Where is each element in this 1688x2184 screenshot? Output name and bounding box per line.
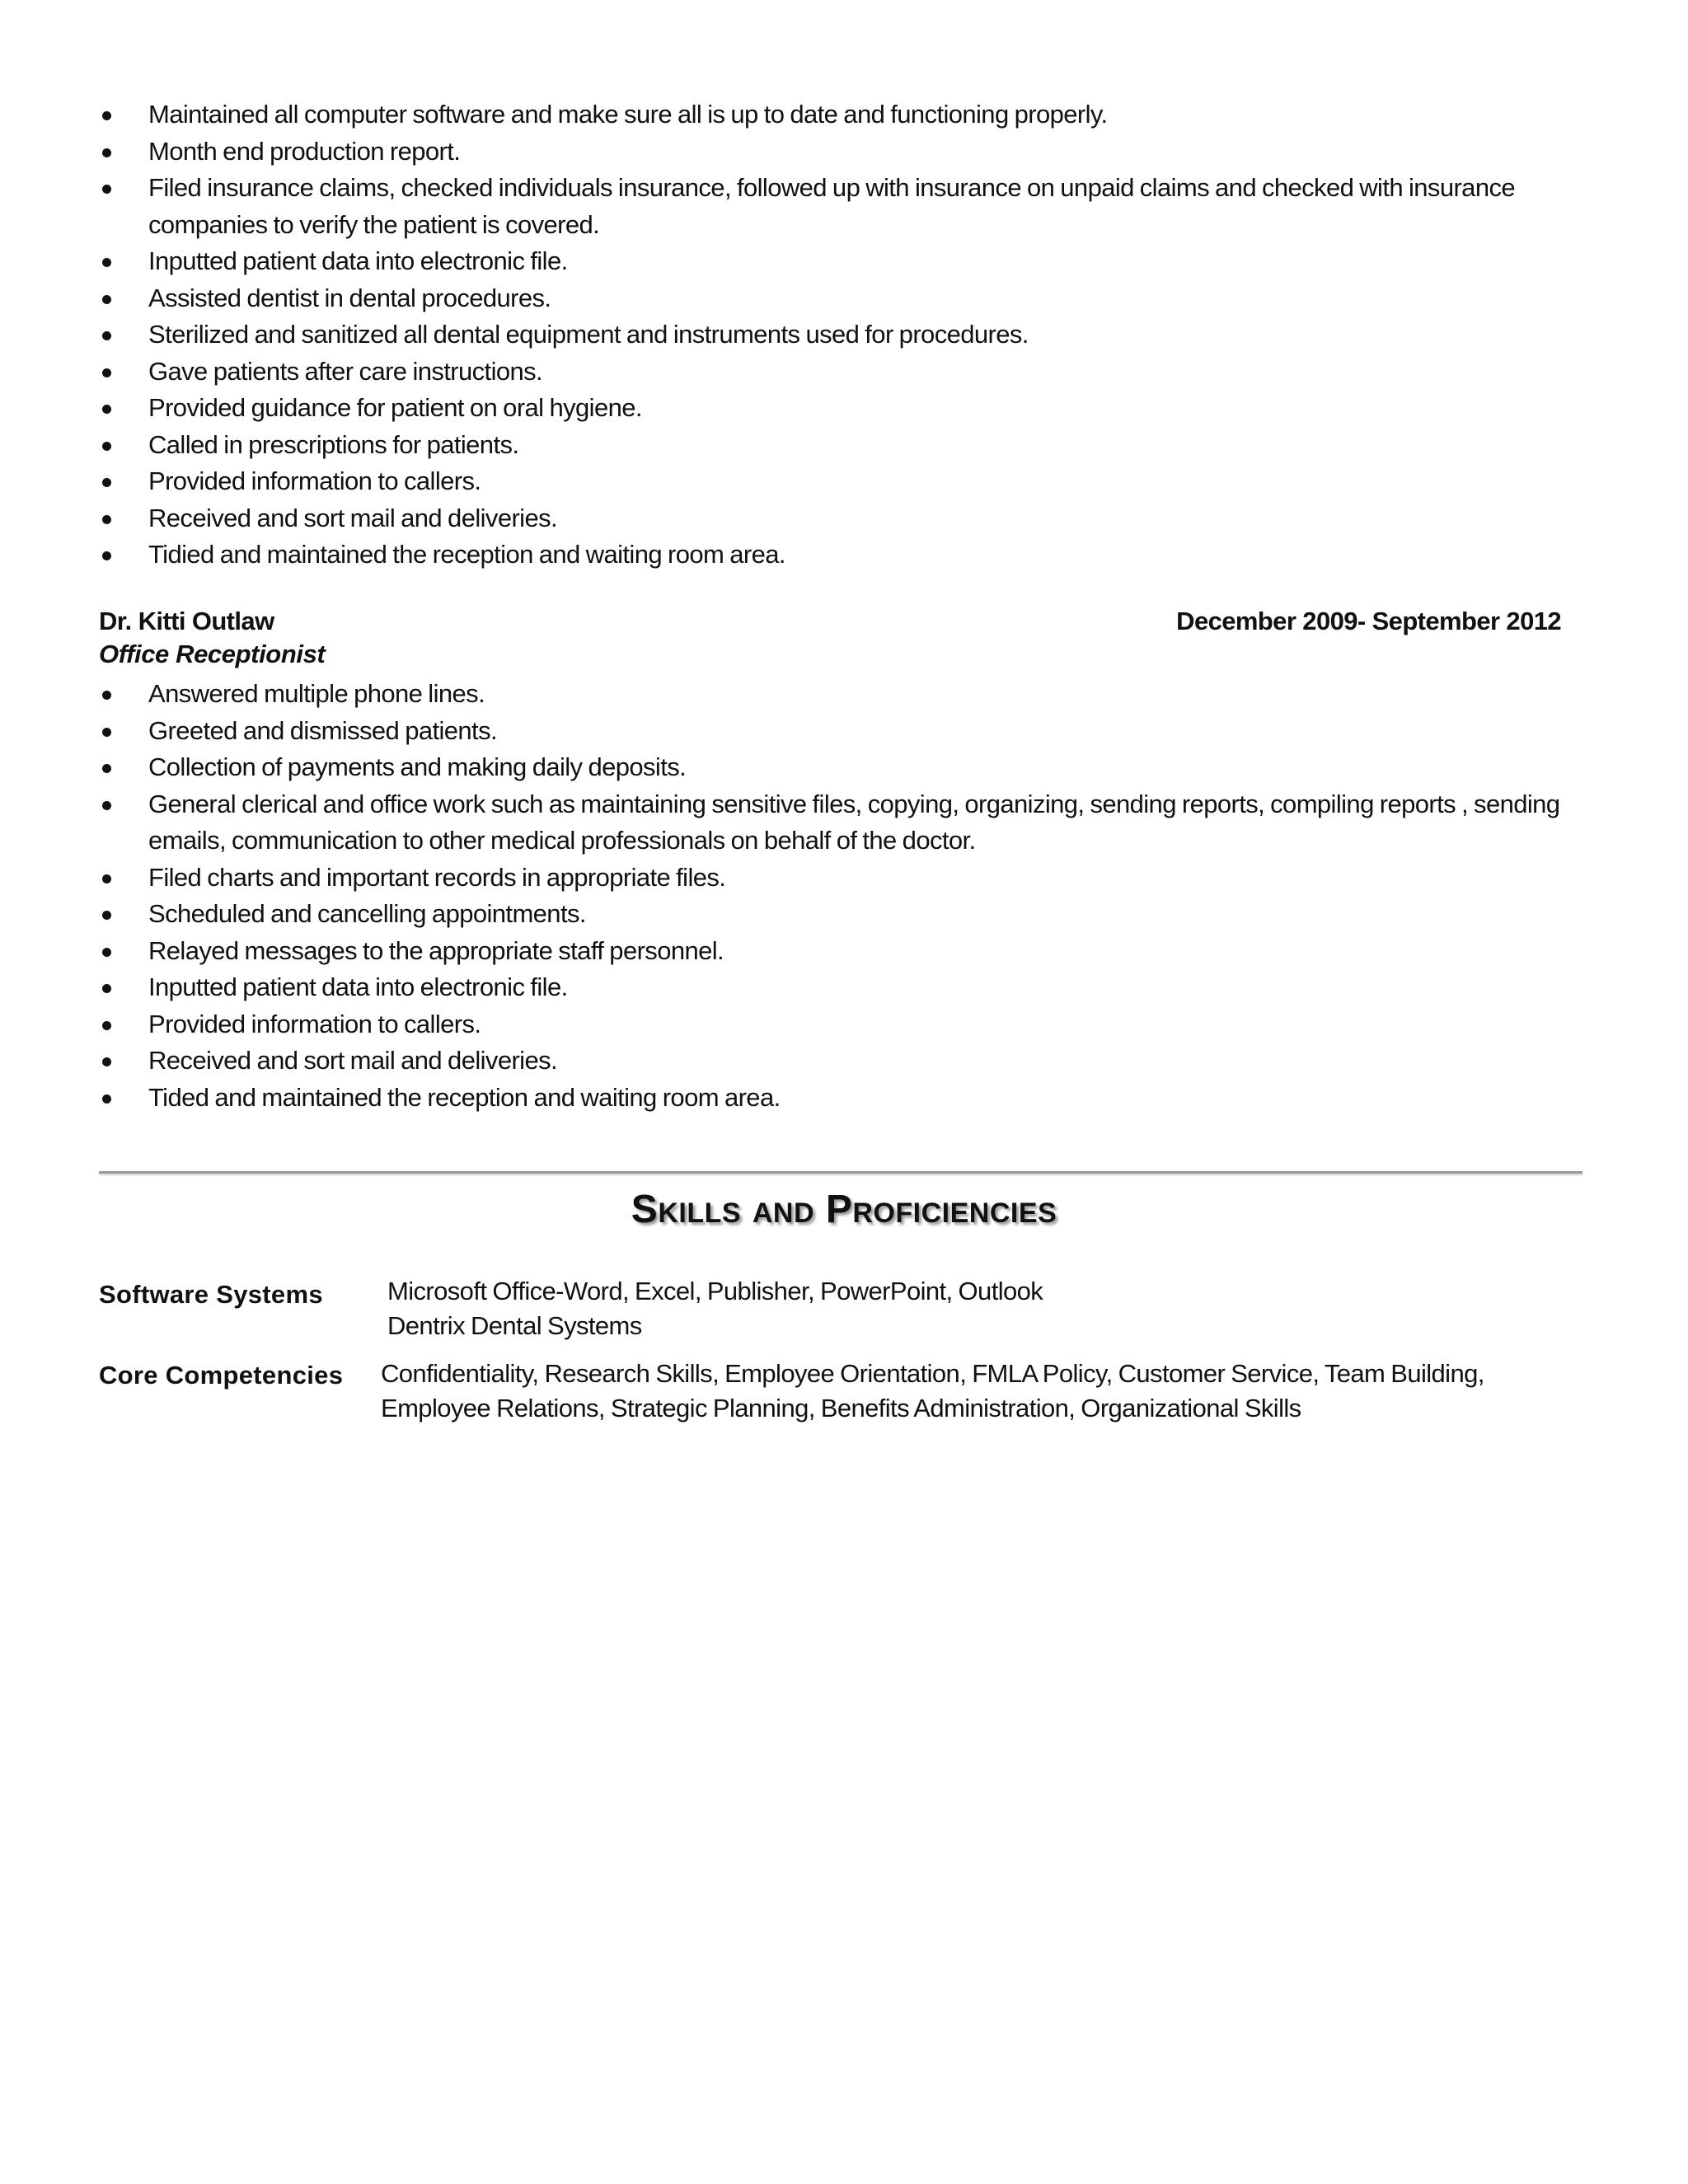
bullet-icon	[102, 984, 111, 993]
list-item	[99, 933, 1574, 970]
duty-text: Filed insurance claims, checked individuals insurance, followed up with insurance on unpaid claims and checked with insurance companies to verify the patient is covered.	[148, 173, 1516, 239]
software-line: Dentrix Dental Systems	[387, 1311, 642, 1340]
bullet-icon	[102, 1094, 111, 1104]
duty-text: Relayed messages to the appropriate staff personnel.	[148, 935, 724, 965]
bullet-icon	[102, 948, 111, 957]
list-item	[99, 676, 1574, 713]
duty-text: Filed charts and important records in appropriate files.	[148, 862, 726, 892]
duty-text: Inputted patient data into electronic file.	[148, 246, 568, 275]
list-item	[99, 280, 1574, 317]
duty-text: Sterilized and sanitized all dental equipment and instruments used for procedures.	[148, 320, 1029, 349]
duty-text: Received and sort mail and deliveries.	[148, 503, 558, 532]
software-line: Microsoft Office-Word, Excel, Publisher, PowerPoint, Outlook	[387, 1277, 1043, 1305]
competency-line: Employee Relations, Strategic Planning, Benefits Administration, Organizational Skills	[381, 1394, 1301, 1422]
list-item	[99, 134, 1574, 171]
bullet-icon	[102, 1057, 111, 1066]
list-item	[99, 1006, 1574, 1043]
bullet-icon	[102, 185, 111, 194]
job-duties-list	[99, 676, 1574, 1116]
bullet-icon	[102, 368, 111, 377]
list-item	[99, 354, 1574, 391]
list-item	[99, 170, 1574, 243]
duty-text: Provided guidance for patient on oral hygiene.	[148, 393, 642, 422]
duty-text: Answered multiple phone lines.	[148, 679, 485, 708]
bullet-icon	[102, 764, 111, 773]
previous-role-duties-list	[99, 96, 1574, 574]
competency-line: Confidentiality, Research Skills, Employee Orientation, FMLA Policy, Customer Service, Team Building,	[381, 1359, 1484, 1388]
list-item	[99, 896, 1574, 933]
bullet-icon	[102, 728, 111, 737]
bullet-icon	[102, 111, 111, 120]
bullet-icon	[102, 442, 111, 451]
list-item	[99, 243, 1574, 280]
list-item	[99, 427, 1574, 464]
bullet-icon	[102, 691, 111, 700]
duty-text: General clerical and office work such as maintaining sensitive files, copying, organizing, sending reports, compiling reports , sending emails, communication to other medical professionals on behalf of the doctor.	[148, 789, 1560, 855]
duty-text: Greeted and dismissed patients.	[148, 715, 497, 745]
duty-text: Called in prescriptions for patients.	[148, 429, 519, 459]
core-competencies-label: Core Competencies	[99, 1361, 344, 1390]
list-item	[99, 860, 1574, 897]
list-item	[99, 500, 1574, 537]
employer-name: Dr. Kitti Outlaw	[99, 607, 274, 635]
bullet-icon	[102, 874, 111, 883]
core-competencies-list	[381, 1357, 1484, 1426]
list-item	[99, 1043, 1574, 1080]
list-item	[99, 463, 1574, 500]
list-item	[99, 96, 1574, 134]
list-item	[99, 713, 1574, 750]
duty-text: Tidied and maintained the reception and waiting room area.	[148, 540, 785, 569]
bullet-icon	[102, 148, 111, 157]
software-systems-list	[387, 1274, 1043, 1343]
duty-text: Maintained all computer software and make sure all is up to date and functioning properly.	[148, 100, 1108, 129]
duty-text: Gave patients after care instructions.	[148, 356, 543, 386]
duty-text: Month end production report.	[148, 136, 461, 166]
bullet-icon	[102, 258, 111, 267]
employment-dates: December 2009- September 2012	[1176, 607, 1561, 635]
duty-text: Scheduled and cancelling appointments.	[148, 899, 586, 928]
bullet-icon	[102, 331, 111, 340]
job-title: Office Receptionist	[99, 640, 326, 668]
duty-text: Provided information to callers.	[148, 466, 481, 495]
skills-heading: Skills and Proficiencies	[631, 1188, 1057, 1231]
bullet-icon	[102, 478, 111, 487]
list-item	[99, 390, 1574, 427]
bullet-icon	[102, 1021, 111, 1030]
software-systems-label: Software Systems	[99, 1280, 323, 1309]
bullet-icon	[102, 801, 111, 810]
list-item	[99, 537, 1574, 574]
bullet-icon	[102, 515, 111, 524]
duty-text: Tided and maintained the reception and waiting room area.	[148, 1082, 781, 1112]
duty-text: Provided information to callers.	[148, 1009, 481, 1038]
list-item	[99, 1080, 1574, 1117]
list-item	[99, 316, 1574, 354]
bullet-icon	[102, 295, 111, 304]
list-item	[99, 969, 1574, 1006]
duty-text: Received and sort mail and deliveries.	[148, 1046, 558, 1075]
section-divider	[99, 1171, 1582, 1174]
bullet-icon	[102, 405, 111, 414]
bullet-icon	[102, 551, 111, 560]
duty-text: Inputted patient data into electronic file.	[148, 972, 568, 1001]
duty-text: Collection of payments and making daily deposits.	[148, 752, 687, 781]
list-item	[99, 749, 1574, 786]
bullet-icon	[102, 911, 111, 920]
list-item	[99, 786, 1574, 860]
duty-text: Assisted dentist in dental procedures.	[148, 283, 551, 312]
